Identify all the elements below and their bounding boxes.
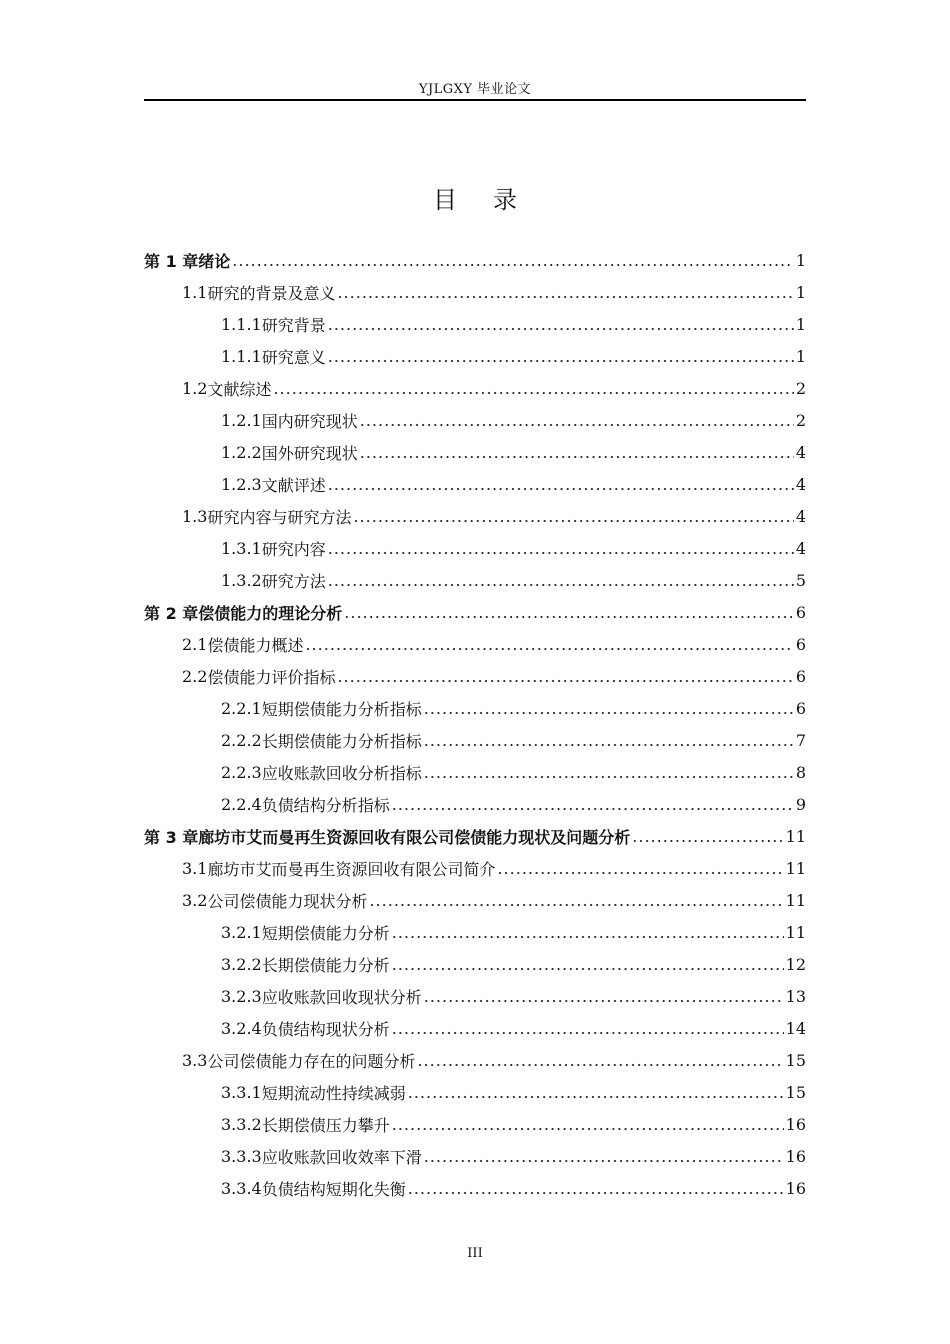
toc-entry-label: 研究方法 bbox=[261, 571, 326, 591]
toc-leader-dots bbox=[632, 827, 783, 846]
toc-entry-number: 1.2 bbox=[182, 378, 208, 398]
toc-entry-number: 3.3.4 bbox=[221, 1178, 262, 1198]
toc-entry-label: 国外研究现状 bbox=[261, 443, 358, 463]
toc-entry-label: 长期偿债能力分析指标 bbox=[261, 731, 422, 751]
toc-entry-label: 偿债能力概述 bbox=[207, 635, 304, 655]
toc-entry-number: 3.1 bbox=[182, 858, 208, 878]
toc-entry-label: 研究背景 bbox=[261, 315, 326, 335]
toc-entry-number: 3.3.3 bbox=[221, 1146, 262, 1166]
toc-leader-dots bbox=[360, 443, 794, 462]
toc-entry-number: 3.3.1 bbox=[221, 1082, 262, 1102]
toc-entry-number: 3.2.1 bbox=[221, 922, 262, 942]
toc-entry[interactable] bbox=[144, 596, 806, 628]
toc-leader-dots bbox=[417, 1051, 783, 1070]
toc-entry-label: 短期偿债能力分析指标 bbox=[261, 699, 422, 719]
toc-entry-number: 1.2.1 bbox=[221, 410, 262, 430]
toc-leader-dots bbox=[328, 475, 794, 494]
toc-entry-number: 3.2.4 bbox=[221, 1018, 262, 1038]
toc-entry-number: 2.2.4 bbox=[221, 794, 262, 814]
toc-leader-dots bbox=[328, 539, 794, 558]
table-of-contents bbox=[144, 244, 806, 1204]
toc-entry[interactable] bbox=[144, 660, 806, 692]
toc-entry-number: 3.2.3 bbox=[221, 986, 262, 1006]
toc-entry-page: 14 bbox=[785, 1018, 806, 1038]
toc-entry[interactable] bbox=[144, 500, 806, 532]
toc-entry-page: 11 bbox=[785, 922, 806, 942]
toc-entry-page: 13 bbox=[785, 986, 806, 1006]
toc-entry-page: 5 bbox=[795, 570, 806, 590]
toc-entry-page: 2 bbox=[795, 410, 806, 430]
toc-entry-page: 8 bbox=[795, 762, 806, 782]
toc-entry[interactable] bbox=[144, 372, 806, 404]
page-number: III bbox=[467, 1246, 483, 1261]
toc-entry-page: 4 bbox=[795, 538, 806, 558]
toc-entry-page: 15 bbox=[785, 1082, 806, 1102]
toc-leader-dots bbox=[424, 731, 794, 750]
toc-leader-dots bbox=[392, 955, 784, 974]
toc-entry[interactable] bbox=[144, 564, 806, 596]
toc-entry-page: 6 bbox=[795, 698, 806, 718]
toc-entry-number: 第 1 章 bbox=[144, 251, 199, 271]
toc-entry-label: 公司偿债能力现状分析 bbox=[207, 891, 368, 911]
toc-entry[interactable] bbox=[144, 1172, 806, 1204]
toc-leader-dots bbox=[424, 763, 794, 782]
toc-entry-number: 1.3.1 bbox=[221, 538, 262, 558]
toc-entry[interactable] bbox=[144, 724, 806, 756]
toc-entry-page: 6 bbox=[795, 602, 806, 622]
toc-entry-label: 应收账款回收效率下滑 bbox=[261, 1147, 422, 1167]
toc-entry-page: 1 bbox=[795, 250, 806, 270]
toc-entry-number: 3.2 bbox=[182, 890, 208, 910]
toc-entry[interactable] bbox=[144, 1140, 806, 1172]
toc-leader-dots bbox=[305, 635, 793, 654]
toc-entry-number: 2.2.1 bbox=[221, 698, 262, 718]
toc-leader-dots bbox=[369, 891, 783, 910]
toc-entry-label: 绪论 bbox=[198, 251, 231, 271]
toc-entry-label: 研究意义 bbox=[261, 347, 326, 367]
toc-entry-page: 1 bbox=[795, 314, 806, 334]
toc-leader-dots bbox=[497, 859, 783, 878]
toc-entry-number: 第 2 章 bbox=[144, 603, 199, 623]
toc-entry-number: 1.2.2 bbox=[221, 442, 262, 462]
toc-entry-number: 2.2.2 bbox=[221, 730, 262, 750]
toc-leader-dots bbox=[273, 379, 793, 398]
toc-entry-number: 1.3 bbox=[182, 506, 208, 526]
toc-entry[interactable] bbox=[144, 1108, 806, 1140]
toc-leader-dots bbox=[353, 507, 793, 526]
toc-entry[interactable] bbox=[144, 852, 806, 884]
toc-entry-label: 研究内容与研究方法 bbox=[207, 507, 352, 527]
toc-entry-label: 研究内容 bbox=[261, 539, 326, 559]
toc-title: 目录 bbox=[433, 186, 553, 214]
toc-entry[interactable] bbox=[144, 468, 806, 500]
toc-leader-dots bbox=[392, 923, 784, 942]
toc-leader-dots bbox=[424, 987, 784, 1006]
toc-entry-number: 2.1 bbox=[182, 634, 208, 654]
toc-entry-number: 1.1.1 bbox=[221, 346, 262, 366]
toc-entry-page: 4 bbox=[795, 506, 806, 526]
toc-entry[interactable] bbox=[144, 884, 806, 916]
toc-leader-dots bbox=[424, 1147, 784, 1166]
toc-leader-dots bbox=[328, 315, 794, 334]
toc-leader-dots bbox=[392, 1019, 784, 1038]
toc-entry-number: 1.2.3 bbox=[221, 474, 262, 494]
toc-entry-page: 16 bbox=[785, 1178, 806, 1198]
toc-entry-label: 偿债能力的理论分析 bbox=[198, 603, 343, 623]
toc-entry[interactable] bbox=[144, 276, 806, 308]
toc-entry-number: 1.3.2 bbox=[221, 570, 262, 590]
toc-entry-number: 3.3.2 bbox=[221, 1114, 262, 1134]
toc-entry-page: 1 bbox=[795, 282, 806, 302]
toc-leader-dots bbox=[337, 667, 793, 686]
toc-entry[interactable] bbox=[144, 244, 806, 276]
toc-entry[interactable] bbox=[144, 628, 806, 660]
toc-entry-page: 6 bbox=[795, 634, 806, 654]
page-header: YJLGXY 毕业论文 bbox=[418, 82, 532, 97]
toc-entry-label: 廊坊市艾而曼再生资源回收有限公司偿债能力现状及问题分析 bbox=[198, 827, 631, 847]
toc-entry[interactable] bbox=[144, 1012, 806, 1044]
toc-entry-number: 2.2 bbox=[182, 666, 208, 686]
toc-entry-page: 9 bbox=[795, 794, 806, 814]
toc-entry[interactable] bbox=[144, 756, 806, 788]
toc-leader-dots bbox=[408, 1179, 784, 1198]
toc-entry-page: 4 bbox=[795, 474, 806, 494]
toc-entry-page: 11 bbox=[785, 826, 806, 846]
toc-entry-number: 2.2.3 bbox=[221, 762, 262, 782]
toc-entry-label: 公司偿债能力存在的问题分析 bbox=[207, 1051, 416, 1071]
toc-entry[interactable] bbox=[144, 980, 806, 1012]
toc-leader-dots bbox=[337, 283, 793, 302]
toc-leader-dots bbox=[232, 251, 794, 270]
toc-entry-page: 12 bbox=[785, 954, 806, 974]
toc-leader-dots bbox=[408, 1083, 784, 1102]
toc-leader-dots bbox=[328, 571, 794, 590]
toc-entry[interactable] bbox=[144, 788, 806, 820]
toc-entry-page: 1 bbox=[795, 346, 806, 366]
toc-entry-label: 应收账款回收现状分析 bbox=[261, 987, 422, 1007]
toc-leader-dots bbox=[392, 1115, 784, 1134]
toc-entry-number: 1.1.1 bbox=[221, 314, 262, 334]
toc-entry[interactable] bbox=[144, 948, 806, 980]
toc-leader-dots bbox=[344, 603, 794, 622]
toc-entry-label: 研究的背景及意义 bbox=[207, 283, 336, 303]
toc-entry-page: 2 bbox=[795, 378, 806, 398]
toc-entry-label: 短期偿债能力分析 bbox=[261, 923, 390, 943]
toc-entry[interactable] bbox=[144, 308, 806, 340]
toc-entry-label: 负债结构短期化失衡 bbox=[261, 1179, 406, 1199]
toc-entry-page: 16 bbox=[785, 1114, 806, 1134]
toc-entry[interactable] bbox=[144, 340, 806, 372]
toc-entry-number: 3.3 bbox=[182, 1050, 208, 1070]
toc-leader-dots bbox=[424, 699, 794, 718]
toc-entry-label: 短期流动性持续减弱 bbox=[261, 1083, 406, 1103]
toc-entry-label: 负债结构分析指标 bbox=[261, 795, 390, 815]
toc-leader-dots bbox=[392, 795, 794, 814]
toc-entry[interactable] bbox=[144, 532, 806, 564]
toc-entry[interactable] bbox=[144, 820, 806, 852]
toc-entry-label: 文献评述 bbox=[261, 475, 326, 495]
toc-entry[interactable] bbox=[144, 1044, 806, 1076]
header-rule bbox=[144, 99, 806, 101]
toc-entry-number: 1.1 bbox=[182, 282, 208, 302]
toc-leader-dots bbox=[360, 411, 794, 430]
toc-entry[interactable] bbox=[144, 1076, 806, 1108]
toc-entry-label: 负债结构现状分析 bbox=[261, 1019, 390, 1039]
toc-entry-label: 廊坊市艾而曼再生资源回收有限公司简介 bbox=[207, 859, 496, 879]
toc-entry[interactable] bbox=[144, 404, 806, 436]
toc-entry[interactable] bbox=[144, 916, 806, 948]
toc-entry-number: 第 3 章 bbox=[144, 827, 199, 847]
toc-entry-label: 长期偿债能力分析 bbox=[261, 955, 390, 975]
toc-entry-page: 11 bbox=[785, 890, 806, 910]
toc-entry-page: 15 bbox=[785, 1050, 806, 1070]
toc-entry-number: 3.2.2 bbox=[221, 954, 262, 974]
toc-entry-page: 6 bbox=[795, 666, 806, 686]
toc-entry-page: 11 bbox=[785, 858, 806, 878]
toc-entry-page: 4 bbox=[795, 442, 806, 462]
toc-entry-page: 7 bbox=[795, 730, 806, 750]
toc-entry-label: 国内研究现状 bbox=[261, 411, 358, 431]
toc-entry-label: 应收账款回收分析指标 bbox=[261, 763, 422, 783]
toc-entry[interactable] bbox=[144, 436, 806, 468]
toc-entry-label: 偿债能力评价指标 bbox=[207, 667, 336, 687]
toc-leader-dots bbox=[328, 347, 794, 366]
toc-entry-label: 文献综述 bbox=[207, 379, 272, 399]
toc-entry-label: 长期偿债压力攀升 bbox=[261, 1115, 390, 1135]
toc-entry[interactable] bbox=[144, 692, 806, 724]
toc-entry-page: 16 bbox=[785, 1146, 806, 1166]
